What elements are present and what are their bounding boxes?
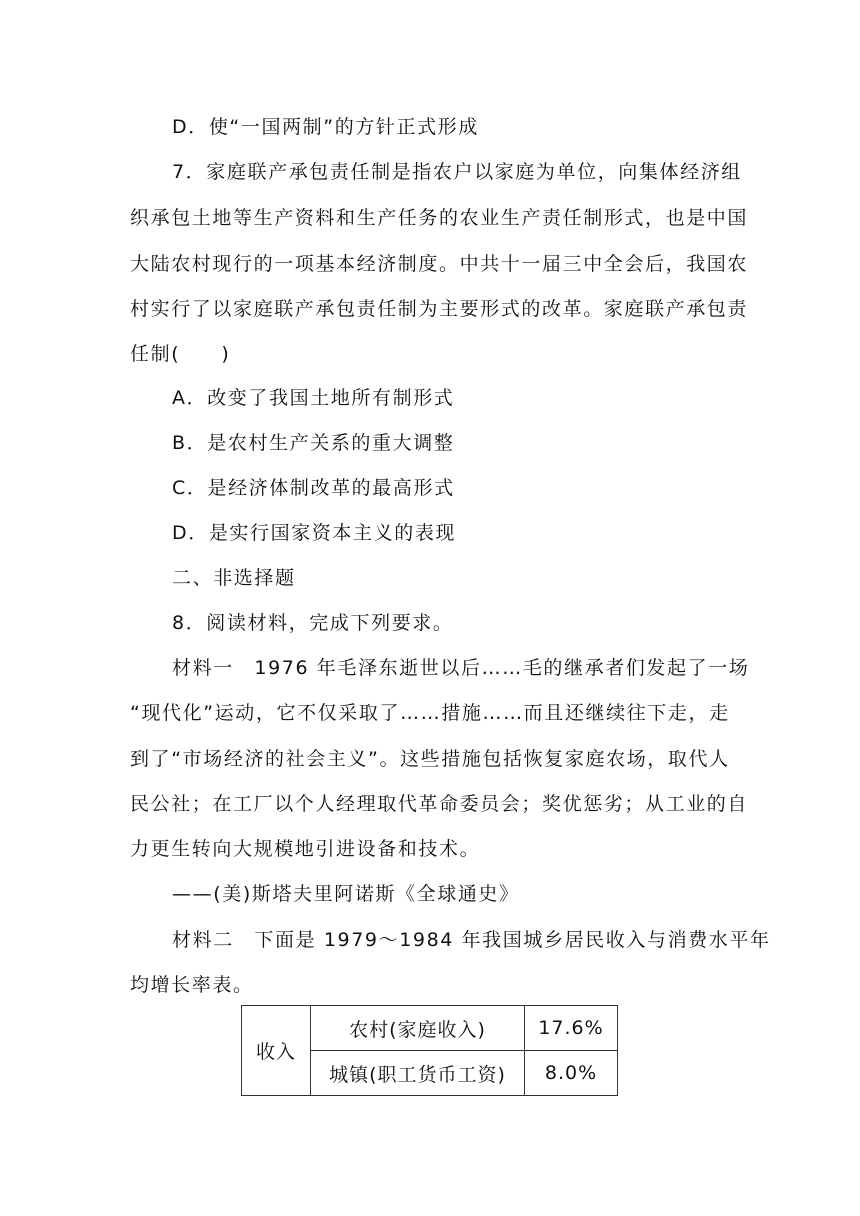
q7-option-c: C．是经济体制改革的最高形式 bbox=[172, 477, 455, 499]
q7-stem-line-5: 任制( ) bbox=[130, 343, 231, 365]
q7-option-b: B．是农村生产关系的重大调整 bbox=[172, 432, 455, 454]
q8-prompt: 8．阅读材料，完成下列要求。 bbox=[172, 612, 454, 634]
q7-stem-line-1: 7．家庭联产承包责任制是指农户以家庭为单位，向集体经济组 bbox=[172, 161, 742, 183]
material1-line-1: 材料一 1976 年毛泽东逝世以后……毛的继承者们发起了一场 bbox=[172, 657, 750, 679]
q7-option-d: D．是实行国家资本主义的表现 bbox=[172, 522, 457, 544]
q7-stem-line-2: 织承包土地等生产资料和生产任务的农业生产责任制形式，也是中国 bbox=[130, 207, 749, 229]
table-item-cell: 城镇(职工货币工资) bbox=[311, 1051, 525, 1096]
material2-line-1: 材料二 下面是 1979～1984 年我国城乡居民收入与消费水平年 bbox=[172, 929, 771, 951]
table-group-cell: 收入 bbox=[242, 1006, 311, 1096]
table-item-cell: 农村(家庭收入) bbox=[311, 1006, 525, 1051]
q7-stem-line-4: 村实行了以家庭联产承包责任制为主要形式的改革。家庭联产承包责 bbox=[130, 298, 749, 320]
q7-option-a: A．改变了我国土地所有制形式 bbox=[172, 387, 455, 409]
material1-line-4: 民公社；在工厂以个人经理取代革命委员会；奖优惩劣；从工业的自 bbox=[130, 793, 749, 815]
section-heading: 二、非选择题 bbox=[172, 567, 296, 589]
table-value-cell: 17.6% bbox=[525, 1006, 618, 1051]
table-row bbox=[242, 1006, 618, 1051]
material2-line-2: 均增长率表。 bbox=[130, 974, 254, 996]
income-growth-table bbox=[241, 1005, 618, 1096]
material1-line-5: 力更生转向大规模地引进设备和技术。 bbox=[130, 838, 481, 860]
material1-source: ——(美)斯塔夫里阿诺斯《全球通史》 bbox=[172, 883, 520, 905]
q7-stem-line-3: 大陆农村现行的一项基本经济制度。中共十一届三中全会后，我国农 bbox=[130, 253, 749, 275]
table-value-cell: 8.0% bbox=[525, 1051, 618, 1096]
material1-line-3: 到了“市场经济的社会主义”。这些措施包括恢复家庭农场，取代人 bbox=[130, 748, 730, 770]
material1-line-2: “现代化”运动，它不仅采取了……措施……而且还继续往下走，走 bbox=[130, 702, 730, 724]
q6-option-d: D．使“一国两制”的方针正式形成 bbox=[172, 116, 479, 138]
